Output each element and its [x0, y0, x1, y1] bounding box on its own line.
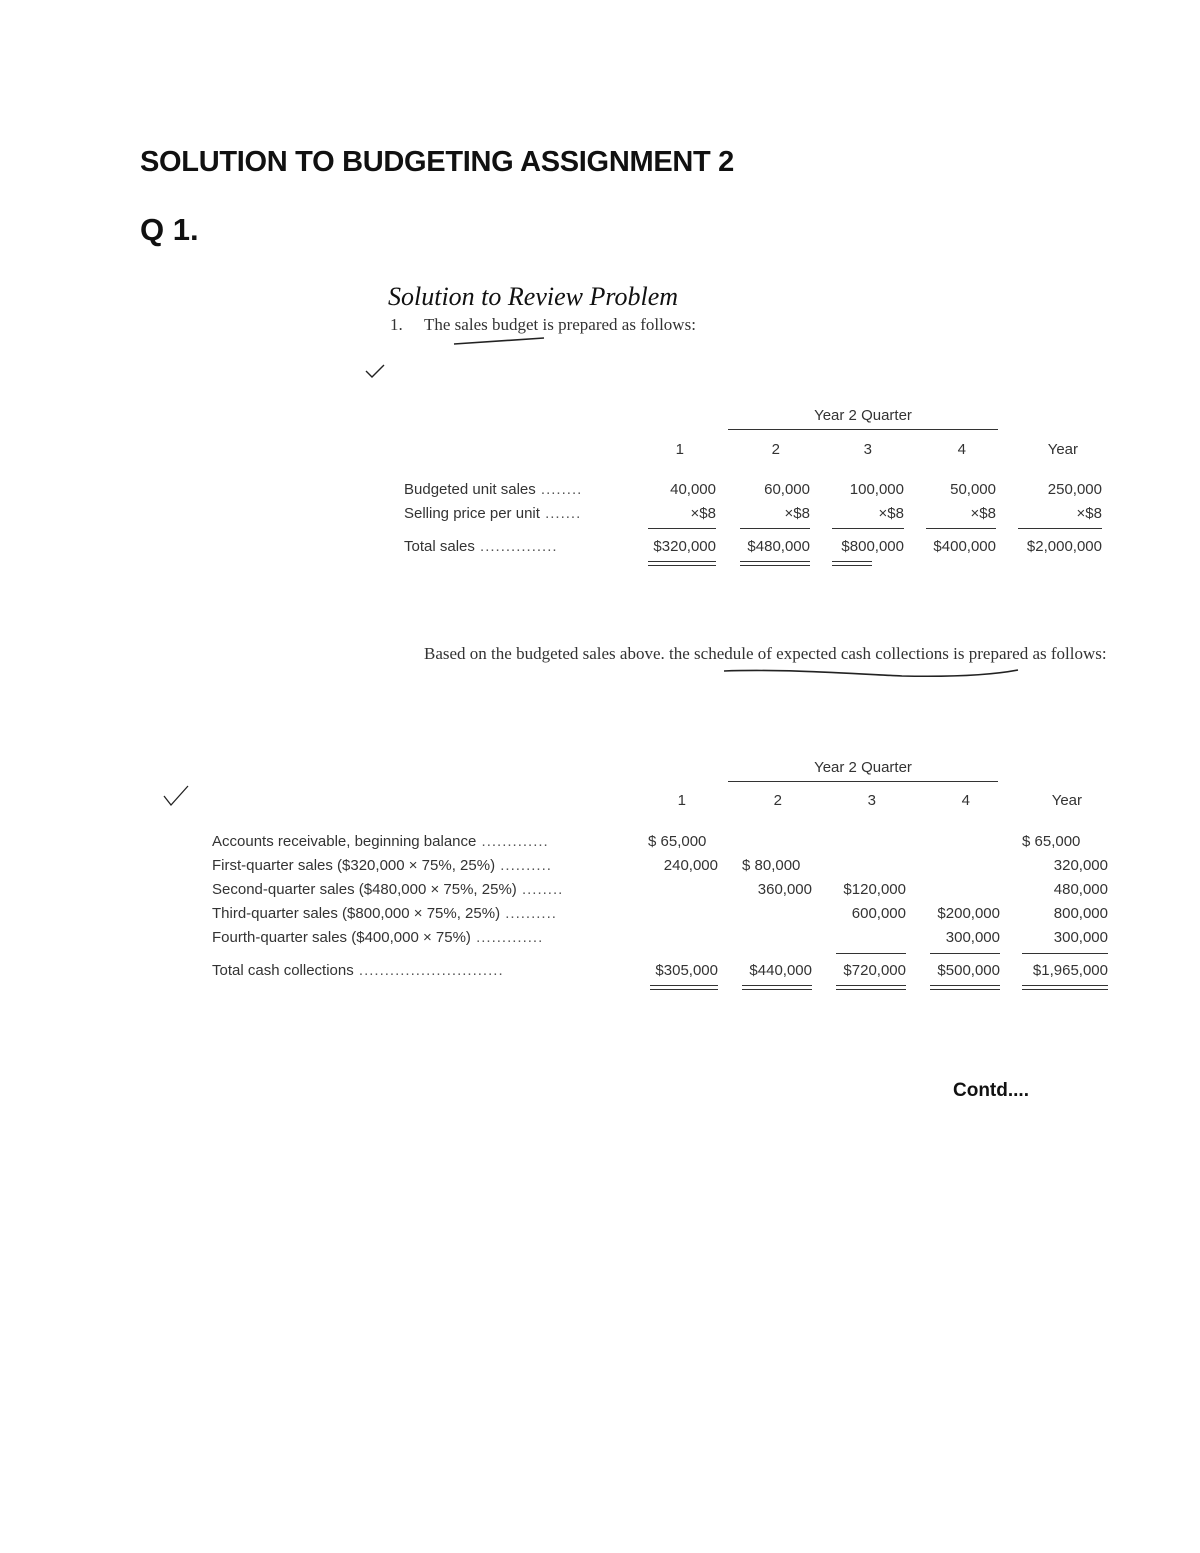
- subtotal-rule: [648, 528, 716, 529]
- subtotal-rule: [740, 528, 810, 529]
- collections-cell: 600,000: [851, 905, 906, 922]
- sales-cell: ×$8: [878, 505, 904, 522]
- sales-col-2: 2: [771, 441, 780, 458]
- sales-cell: ×$8: [690, 505, 716, 522]
- total-double-rule: [650, 985, 718, 990]
- sales-total-cell: $480,000: [747, 538, 810, 555]
- collections-cell: $200,000: [937, 905, 1000, 922]
- item-number: 1.: [390, 315, 403, 334]
- sales-budget-intro: The sales budget is prepared as follows:: [424, 315, 696, 334]
- subtotal-rule: [832, 528, 904, 529]
- collections-col-3: 3: [867, 792, 876, 809]
- collections-total-cell: $440,000: [749, 962, 812, 979]
- collections-cell: $ 65,000: [648, 833, 707, 850]
- collections-col-4: 4: [961, 792, 970, 809]
- collections-total-cell: $720,000: [843, 962, 906, 979]
- group-header-rule: [728, 429, 998, 430]
- collections-total-cell: $500,000: [937, 962, 1000, 979]
- collections-cell: $120,000: [843, 881, 906, 898]
- total-double-rule: [832, 561, 872, 566]
- sales-total-cell: $400,000: [933, 538, 996, 555]
- subtotal-rule: [836, 953, 906, 954]
- sales-col-3: 3: [863, 441, 872, 458]
- sales-row-label: Budgeted unit sales ........: [404, 481, 583, 498]
- total-double-rule: [836, 985, 906, 990]
- collections-total-cell: $1,965,000: [1032, 962, 1108, 979]
- collections-cell: 240,000: [663, 857, 718, 874]
- sales-cell: 40,000: [670, 481, 716, 498]
- collections-row-label: Accounts receivable, beginning balance .............: [212, 833, 549, 850]
- sales-col-year: Year: [1047, 441, 1078, 458]
- collections-total-cell: $305,000: [655, 962, 718, 979]
- sales-row-label: Selling price per unit .......: [404, 505, 582, 522]
- sales-cell: ×$8: [1076, 505, 1102, 522]
- continued-note: Contd....: [953, 1080, 1029, 1101]
- sales-total-cell: $2,000,000: [1026, 538, 1102, 555]
- collections-col-year: Year: [1051, 792, 1082, 809]
- collections-cell: 320,000: [1053, 857, 1108, 874]
- collections-cell: 800,000: [1053, 905, 1108, 922]
- sales-row-label: Total sales ...............: [404, 538, 558, 555]
- sales-total-cell: $320,000: [653, 538, 716, 555]
- document-title: SOLUTION TO BUDGETING ASSIGNMENT 2: [140, 146, 735, 178]
- sales-cell: ×$8: [970, 505, 996, 522]
- collections-intro: Based on the budgeted sales above. the schedule of expected cash collections is prepared as follows:: [424, 644, 1107, 663]
- sales-cell: 60,000: [764, 481, 810, 498]
- total-double-rule: [648, 561, 716, 566]
- total-double-rule: [1022, 985, 1108, 990]
- collections-row-label: Fourth-quarter sales ($400,000 × 75%) .............: [212, 929, 544, 946]
- sales-cell: 50,000: [950, 481, 996, 498]
- collections-cell: 300,000: [1053, 929, 1108, 946]
- collections-cell: $ 65,000: [1022, 833, 1081, 850]
- total-double-rule: [930, 985, 1000, 990]
- sales-col-1: 1: [675, 441, 684, 458]
- collections-col-1: 1: [677, 792, 686, 809]
- sales-cell: ×$8: [784, 505, 810, 522]
- group-header-rule: [728, 781, 998, 782]
- collections-cell: 360,000: [757, 881, 812, 898]
- check-mark-icon: [364, 362, 386, 380]
- scan-intro: [390, 315, 696, 335]
- question-label: Q 1.: [140, 212, 199, 247]
- sales-cell: 250,000: [1047, 481, 1102, 498]
- collections-row-label: First-quarter sales ($320,000 × 75%, 25%) ..........: [212, 857, 552, 874]
- collections-group-header: Year 2 Quarter: [814, 759, 912, 776]
- total-double-rule: [742, 985, 812, 990]
- subtotal-rule: [1018, 528, 1102, 529]
- collections-row-label: Total cash collections ............................: [212, 962, 504, 979]
- sales-cell: 100,000: [849, 481, 904, 498]
- collections-cell: 480,000: [1053, 881, 1108, 898]
- collections-row-label: Second-quarter sales ($480,000 × 75%, 25%) ........: [212, 881, 564, 898]
- sales-group-header: Year 2 Quarter: [814, 407, 912, 424]
- subtotal-rule: [926, 528, 996, 529]
- collections-col-2: 2: [773, 792, 782, 809]
- check-mark-icon: [162, 784, 190, 808]
- subtotal-rule: [1022, 953, 1108, 954]
- collections-row-label: Third-quarter sales ($800,000 × 75%, 25%) ..........: [212, 905, 557, 922]
- subtotal-rule: [930, 953, 1000, 954]
- scan-heading: Solution to Review Problem: [388, 282, 679, 311]
- collections-cell: $ 80,000: [742, 857, 801, 874]
- total-double-rule: [740, 561, 810, 566]
- sales-total-cell: $800,000: [841, 538, 904, 555]
- handwritten-underline: [722, 667, 1022, 681]
- handwritten-underline: [452, 336, 547, 348]
- sales-col-4: 4: [957, 441, 966, 458]
- collections-cell: 300,000: [945, 929, 1000, 946]
